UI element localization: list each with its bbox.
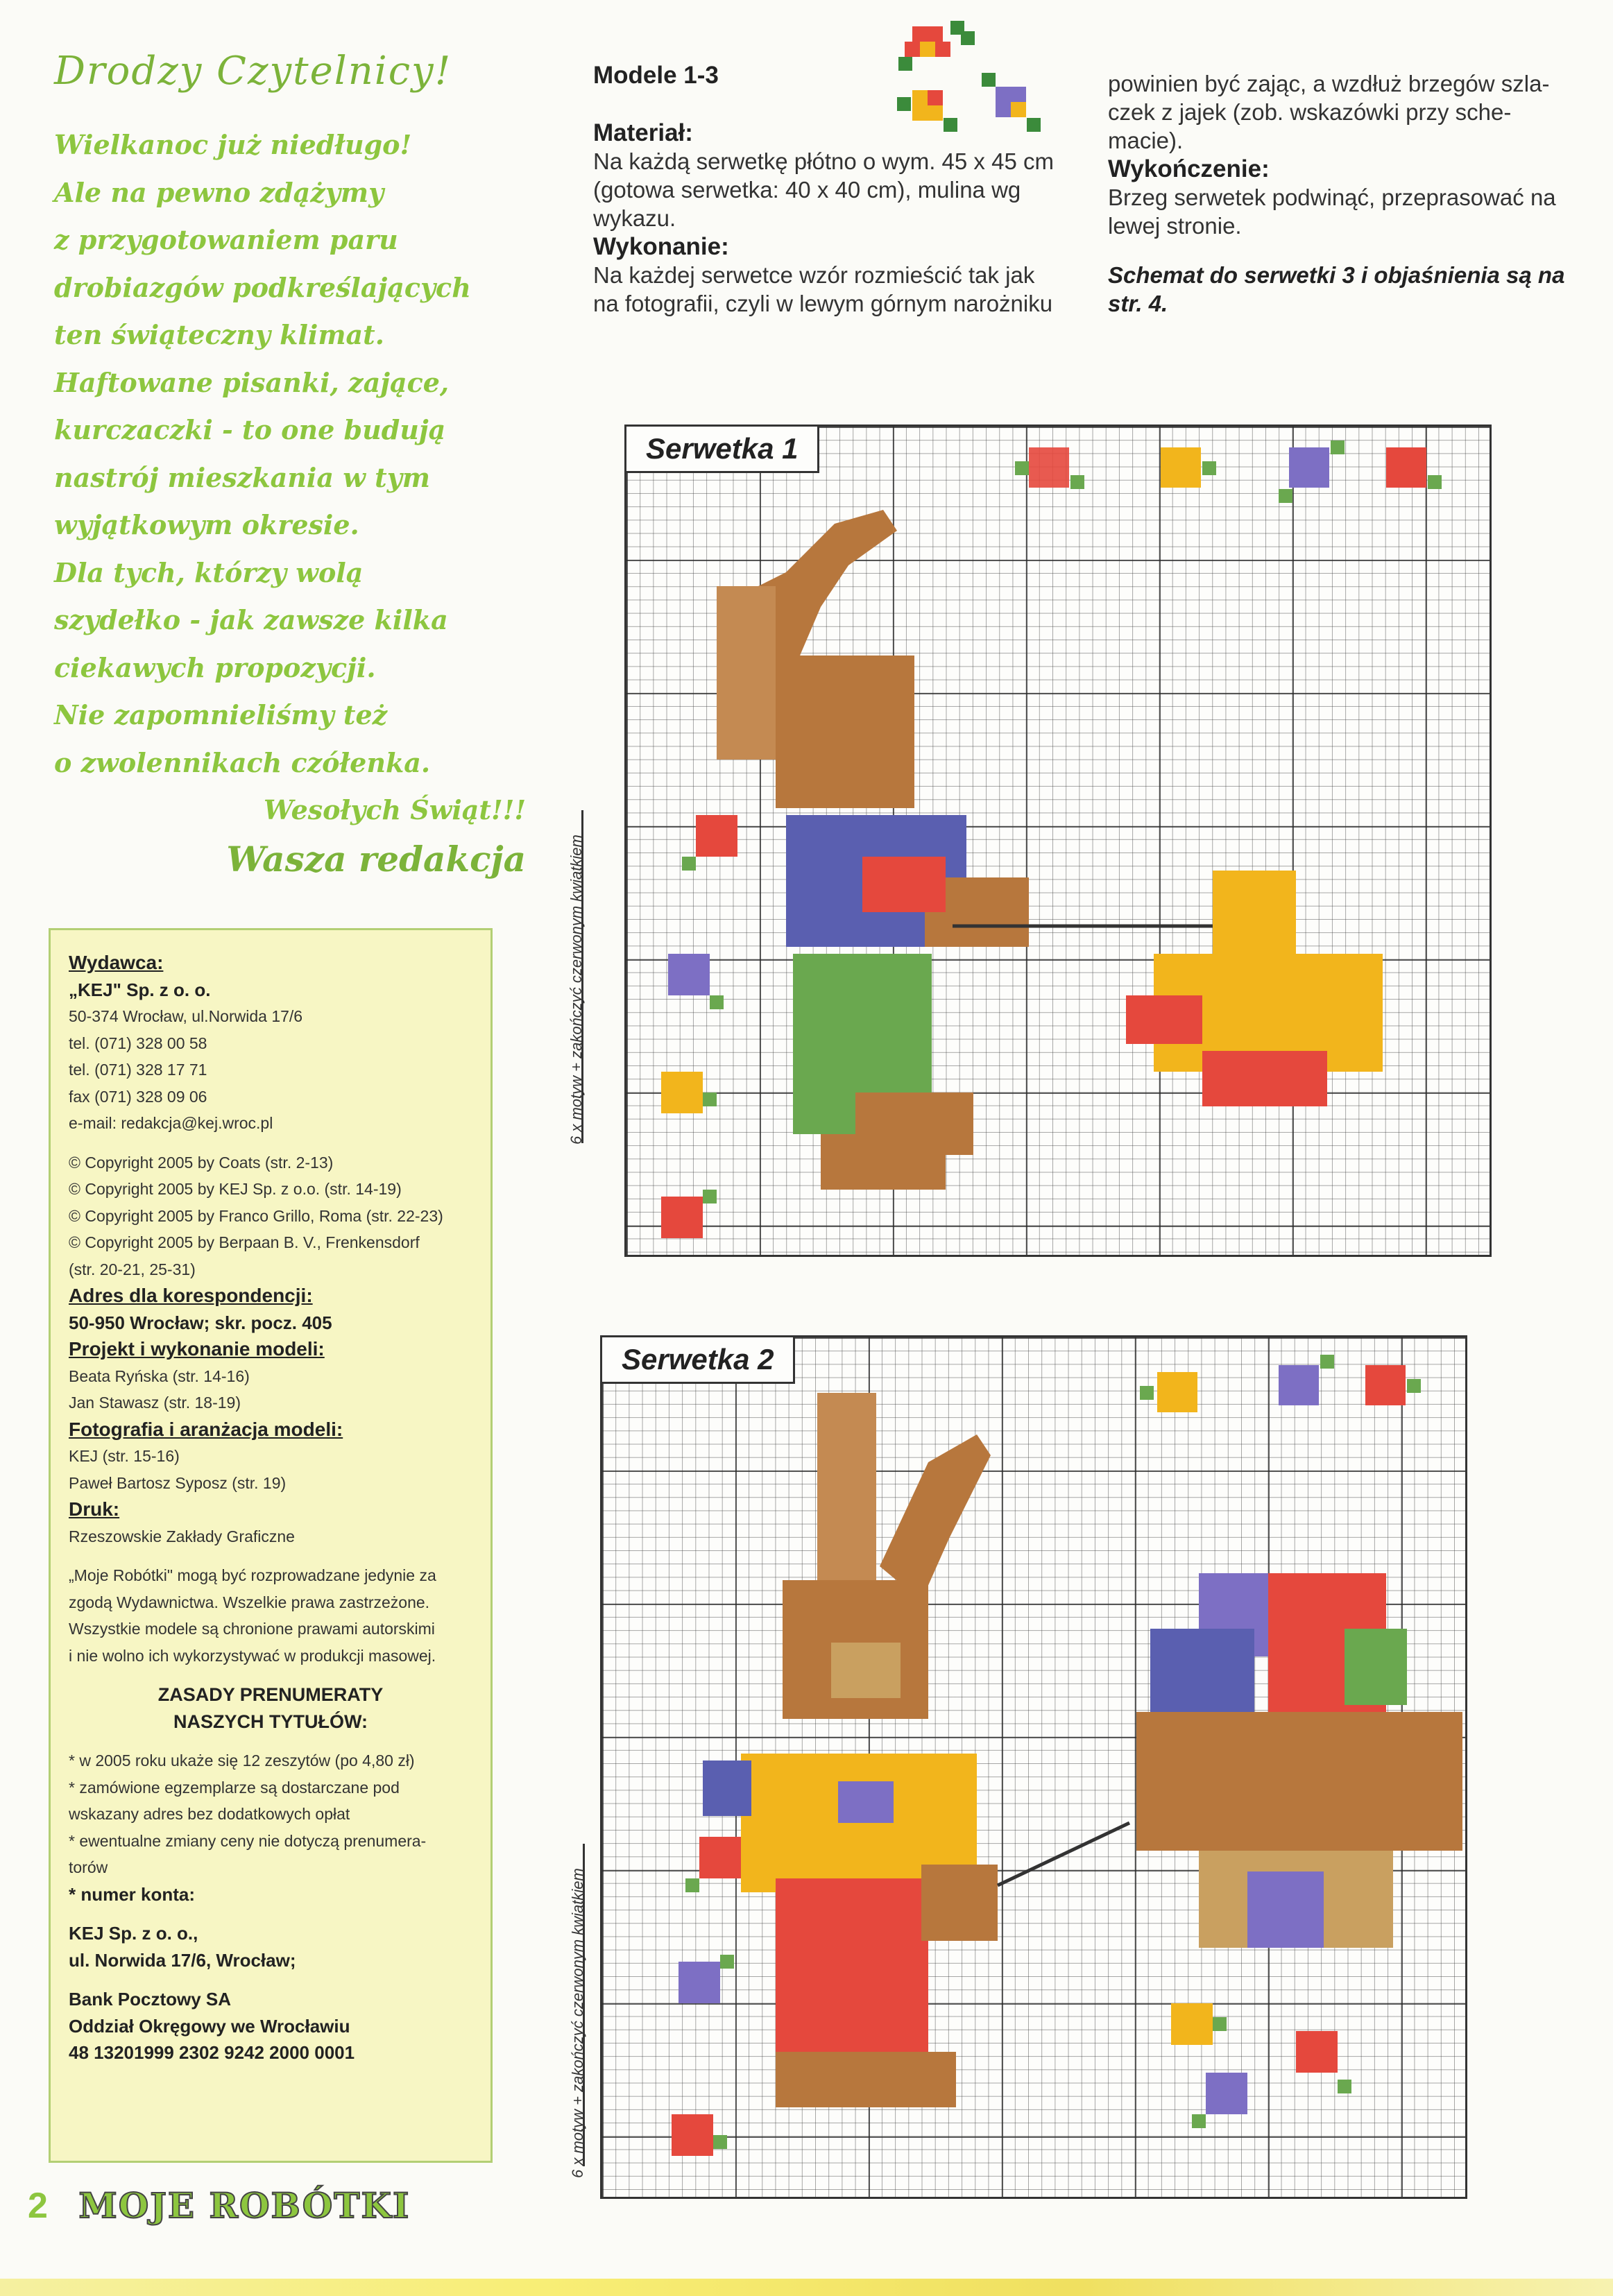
egg-border-motif [1140,1355,1421,1412]
publisher-address: 50-374 Wrocław, ul.Norwida 17/6 [69,1007,303,1025]
greeting-line: ciekawych propozycji. [54,651,376,683]
chart1-label: Serwetka 1 [626,427,819,473]
yellow-flower-icon [897,90,957,132]
bank-line: Bank Pocztowy SA [69,1989,232,2010]
publisher-email: e-mail: redakcja@kej.wroc.pl [69,1114,273,1132]
publisher-heading: Wydawca: [69,952,164,973]
finish-line: lewej stronie. [1108,213,1242,239]
greeting-line: Wielkanoc już niedługo! [54,129,412,160]
publisher-name: „KEJ" Sp. z o. o. [69,979,211,1000]
string-line [998,1823,1129,1885]
greeting-line: szydełko - jak zawsze kilka [54,604,448,635]
copyright-line: © Copyright 2005 by KEJ Sp. z o.o. (str. 14-19) [69,1180,402,1198]
greeting-line: o zwolennikach czółenka. [54,746,431,778]
subscription-item: * zamówione egzemplarze są dostarczane pod [69,1778,400,1797]
notice-line: zgodą Wydawnictwa. Wszelkie prawa zastrzeżone. [69,1593,430,1611]
design-credit: Beata Ryńska (str. 14-16) [69,1367,250,1385]
page-number: 2 [28,2186,48,2226]
greeting-line: drobiazgów podkreślających [54,271,471,303]
greeting-line: Haftowane pisanki, zające, [54,366,450,398]
correspondence-address: 50-950 Wrocław; skr. pocz. 405 [69,1312,332,1333]
page-footer [28,2185,410,2227]
material-line: (gotowa serwetka: 40 x 40 cm), mulina wg [593,177,1021,203]
execution-line: powinien być zając, a wzdłuż brzegów szla- [1108,71,1550,96]
subscription-item: * ewentualne zmiany ceny nie dotyczą prenumera- [69,1831,427,1850]
greeting-block [54,49,526,880]
notice-line: „Moje Robótki" mogą być rozprowadzane jedynie za [69,1566,436,1584]
finish-line: Brzeg serwetek podwinąć, przeprasować na [1108,185,1556,210]
copyright-line: © Copyright 2005 by Berpaan B. V., Frenkensdorf [69,1233,420,1251]
execution-line: macie). [1108,128,1184,153]
bunny-figure [717,510,1029,1190]
scheme-note: str. 4. [1108,291,1168,316]
greeting-line: kurczaczki - to one budują [54,414,446,445]
chick-figure [1126,871,1383,1106]
copyright-line: © Copyright 2005 by Coats (str. 2-13) [69,1153,334,1172]
greeting-line: ten świąteczny klimat. [54,319,384,350]
material-line: wykazu. [593,205,676,231]
chart2-label: Serwetka 2 [602,1337,795,1384]
purple-flower-icon [982,73,1041,132]
greeting-wishes: Wesołych Świąt!!! [264,794,526,825]
greeting-line: Ale na pewno zdążymy [54,176,384,208]
subscription-heading: NASZYCH TYTUŁÓW: [173,1711,368,1732]
correspondence-heading: Adres dla korespondencji: [69,1285,313,1306]
greeting-signature: Wasza redakcja [226,838,526,880]
red-flower-icon [898,21,975,71]
account-line: KEJ Sp. z o. o., [69,1923,198,1944]
subscription-item: * w 2005 roku ukaże się 12 zeszytów (po 4,80 zł) [69,1751,415,1770]
bunny-figure [703,1393,998,2107]
subscription-item: * numer konta: [69,1883,196,1905]
bank-line: 48 13201999 2302 9242 2000 0001 [69,2042,355,2063]
publisher-fax: fax (071) 328 09 06 [69,1087,207,1106]
photo-credit: KEJ (str. 15-16) [69,1447,180,1465]
greeting-line: nastrój mieszkania w tym [54,461,430,493]
chart-serwetka-2 [600,1335,1467,2199]
greeting-lines [54,121,526,834]
publisher-tel: tel. (071) 328 17 71 [69,1061,207,1079]
copyright-line: © Copyright 2005 by Franco Grillo, Roma (str. 22-23) [69,1206,443,1225]
design-credit: Jan Stawasz (str. 18-19) [69,1394,241,1412]
subscription-heading: ZASADY PRENUMERATY [157,1684,384,1705]
greeting-line: Nie zapomnieliśmy też [54,699,388,730]
material-line: Na każdą serwetkę płótno o wym. 45 x 45 cm [593,148,1054,174]
subscription-item: wskazany adres bez dodatkowych opłat [69,1805,350,1823]
material-heading: Materiał: [593,119,693,146]
notice-line: Wszystkie modele są chronione prawami autorskimi [69,1620,435,1638]
magazine-brand: MOJE ROBÓTKI [78,2185,411,2226]
photo-heading: Fotografia i aranżacja modeli: [69,1418,343,1440]
greeting-line: z przygotowaniem paru [54,224,398,255]
greeting-title: Drodzy Czytelnicy! [54,49,452,94]
scheme-note: Schemat do serwetki 3 i objaśnienia są na [1108,262,1565,288]
basket-figure [1136,1573,1462,1948]
execution-line: czek z jajek (zob. wskazówki przy sche- [1108,99,1512,125]
photo-credit: Paweł Bartosz Syposz (str. 19) [69,1473,287,1492]
instructions-column-2 [1108,69,1587,318]
print-credit: Rzeszowskie Zakłady Graficzne [69,1527,295,1545]
print-heading: Druk: [69,1498,120,1520]
side-flowers [661,815,737,1238]
subscription-item: torów [69,1858,108,1876]
publisher-box [49,928,493,2163]
notice-line: i nie wolno ich wykorzystywać w produkcji masowej. [69,1646,436,1665]
greeting-line: Dla tych, którzy wolą [54,556,364,588]
egg-border-motif [1015,440,1442,503]
chart2-motif [602,1337,1469,2201]
execution-line: na fotografii, czyli w lewym górnym narożniku [593,291,1053,316]
copyright-line: (str. 20-21, 25-31) [69,1260,196,1278]
finish-heading: Wykończenie: [1108,155,1270,182]
bottom-stripe [0,2279,1613,2296]
execution-line: Na każdej serwetce wzór rozmieścić tak jak [593,262,1035,288]
flower-decoration [885,14,1058,146]
account-line: ul. Norwida 17/6, Wrocław; [69,1949,296,1971]
publisher-tel: tel. (071) 328 00 58 [69,1034,207,1052]
execution-heading: Wykonanie: [593,233,729,260]
chart1-motif [626,427,1494,1259]
chart1-side-note: 6 x motyw + zakończyć czerwonym kwiatkiem [567,834,585,1145]
bank-line: Oddział Okręgowy we Wrocławiu [69,2015,350,2037]
chart-serwetka-1 [624,425,1492,1257]
chart2-side-note: 6 x motyw + zakończyć czerwonym kwiatkiem [569,1868,586,2178]
greeting-line: wyjątkowym okresie. [54,509,359,540]
design-heading: Projekt i wykonanie modeli: [69,1338,325,1360]
models-heading: Modele 1-3 [593,62,719,89]
